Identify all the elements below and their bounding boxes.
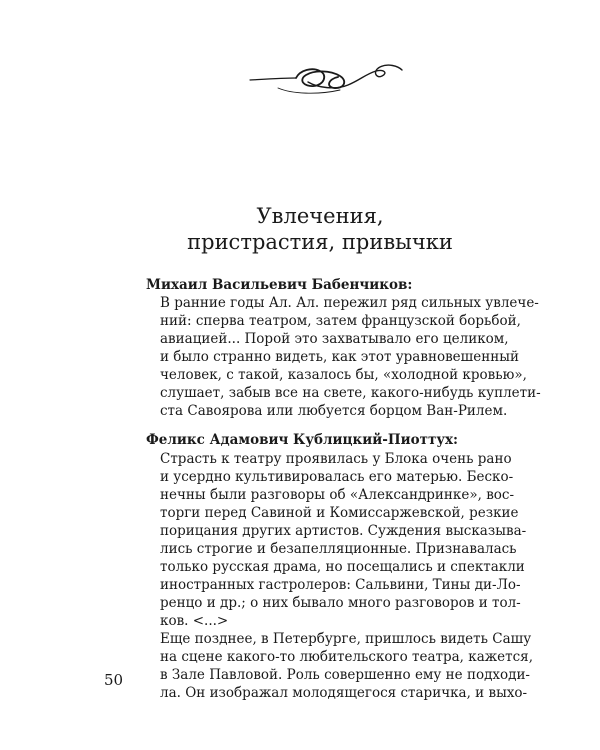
page-number: 50	[104, 671, 124, 689]
text-line: ла. Он изображал молодящегося старичка, и выхо-	[160, 685, 528, 701]
text-line: только русская драма, но посещались и спектакли	[160, 559, 525, 575]
text-line: авиацией... Порой это захватывало его целиком,	[160, 331, 509, 347]
chapter-title-line-1: Увлечения,	[256, 204, 384, 228]
text-line: ренцо и др.; о них бывало много разговоров и тол-	[160, 595, 521, 611]
text-line: в Зале Павловой. Роль совершенно ему не подходи-	[160, 667, 530, 683]
text-line: ков. <...>	[160, 613, 229, 629]
text-line: порицания других артистов. Суждения высказыва-	[160, 523, 527, 539]
speaker-name: Феликс Адамович Кублицкий-Пиоттух:	[146, 432, 459, 448]
flourish-ornament-icon	[248, 58, 404, 102]
text-line: человек, с такой, казалось бы, «холодной кровью»,	[160, 367, 527, 383]
text-line: и усердно культивировалась его матерью. Беско-	[160, 469, 514, 485]
speaker-name: Михаил Васильевич Бабенчиков:	[146, 277, 413, 293]
text-line: Страсть к театру проявилась у Блока очень рано	[160, 451, 512, 467]
text-line: на сцене какого-то любительского театра, кажется,	[160, 649, 533, 665]
text-line: торги перед Савиной и Комиссаржевской, резкие	[160, 505, 519, 521]
text-line: иностранных гастролеров: Сальвини, Тины ди-Ло-	[160, 577, 521, 593]
text-line: нечны были разговоры об «Александринке», вос-	[160, 487, 515, 503]
chapter-title-line-2: пристрастия, привычки	[187, 230, 453, 254]
text-line: Еще позднее, в Петербурге, пришлось видеть Сашу	[160, 631, 532, 647]
text-line: ста Савоярова или любуется борцом Ван-Рилем.	[160, 403, 508, 419]
text-line: слушает, забыв все на свете, какого-нибудь куплети-	[160, 385, 541, 401]
text-line: и было странно видеть, как этот уравновешенный	[160, 349, 519, 365]
text-line: ний: сперва театром, затем французской борьбой,	[160, 313, 521, 329]
text-line: лись строгие и безапелляционные. Признавалась	[160, 541, 517, 557]
text-line: В ранние годы Ал. Ал. пережил ряд сильных увлече-	[160, 295, 539, 311]
